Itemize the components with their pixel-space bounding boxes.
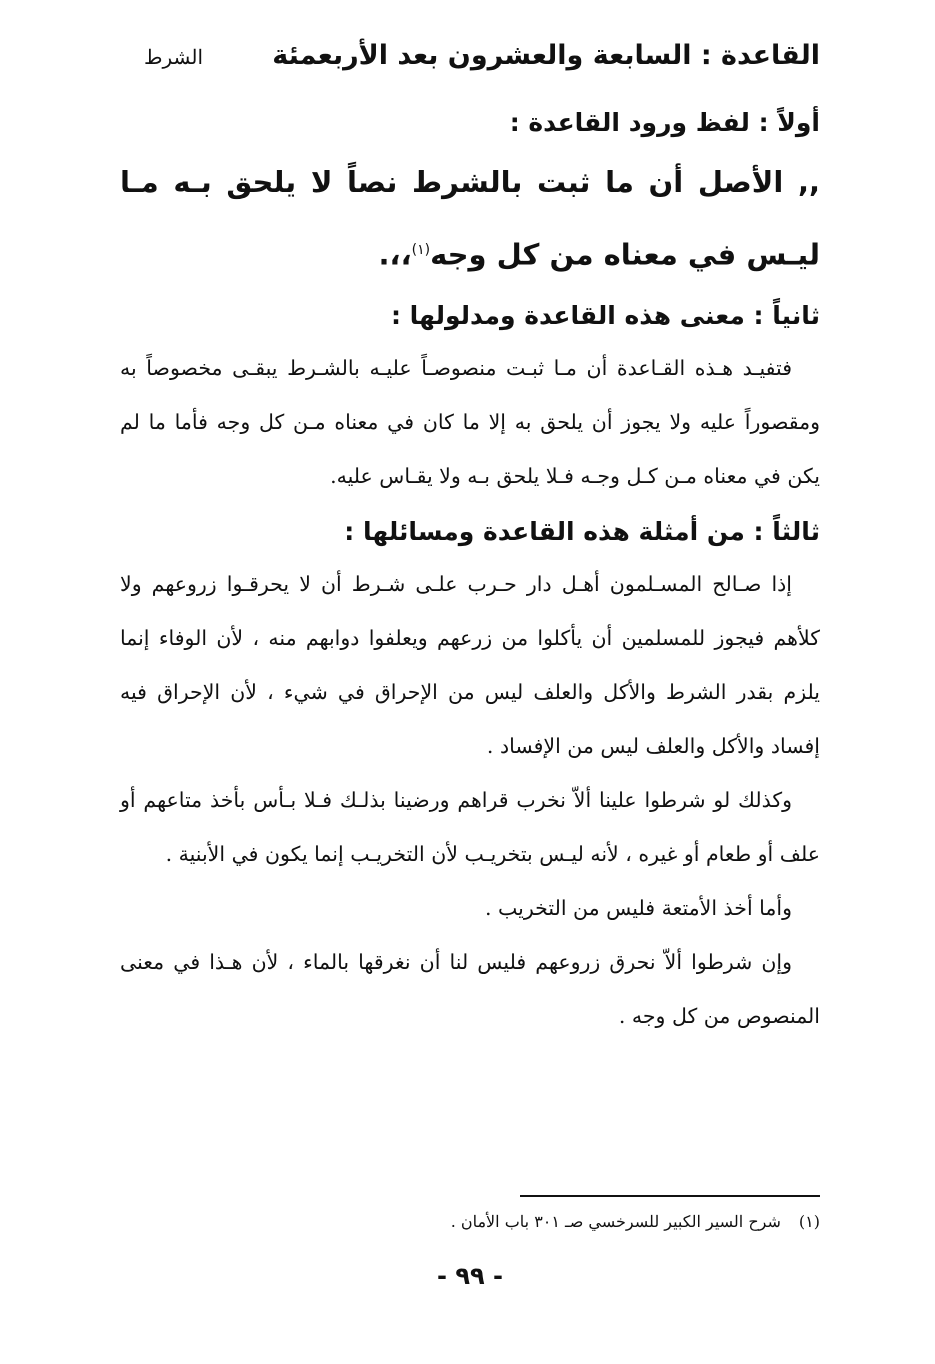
footnote bbox=[451, 1212, 820, 1231]
document-page bbox=[120, 40, 820, 1340]
footnote-divider bbox=[520, 1195, 820, 1197]
section-heading-examples: ثالثاً : من أمثلة هذه القاعدة ومسائلها : bbox=[344, 516, 820, 546]
example-paragraph-3: وأما أخذ الأمتعة فليس من التخريب . bbox=[485, 895, 792, 920]
rule-title: القاعدة : السابعة والعشرون بعد الأربعمئة bbox=[272, 40, 820, 71]
example-paragraph-4: وإن شرطوا ألاّ نحرق زروعهم فليس لنا أن نغرقها بالماء ، لأن هـذا في معنى المنصوص من كل وجه . bbox=[120, 949, 820, 1028]
example-paragraph-1: إذا صـالح المسـلمون أهـل دار حـرب علـى شـرط أن لا يحرقـوا زروعهم ولا كلأهم فيجوز للمسلمين أن يأكلوا من زرعهم ويعلفوا دوابهم منه ، لأن الوفاء إنما يلزم بقدر الشرط والأكل والعلف ليس من الإحراق في شيء ، لأن الإحراق فيه إفساد والأكل والعلف ليس من الإفساد . bbox=[120, 571, 820, 758]
section-heading-wording: أولاً : لفظ ورود القاعدة : bbox=[509, 108, 820, 137]
footnote-text: شرح السير الكبير للسرخسي صـ ٣٠١ باب الأمان . bbox=[450, 1212, 781, 1231]
footnote-number: (١) bbox=[798, 1212, 820, 1231]
rule-maxim-text: ,, الأصل أن ما ثبت بالشرط نصاً لا يلحق بـه مـا ليـس في معناه من كل وجه bbox=[120, 165, 820, 272]
page-header bbox=[120, 40, 820, 98]
rule-maxim bbox=[120, 148, 820, 289]
meaning-paragraph: فتفيـد هـذه القـاعدة أن مـا ثبـت منصوصـاً عليـه بالشـرط يبقـى مخصوصاً به ومقصوراً عليه ولا يجوز أن يلحق به إلا ما كان في معناه مـن كل وجه فأما ما لم يكن في معناه مـن كـل وجـه فـلا يلحق بـه ولا يقـاس عليه. bbox=[120, 355, 820, 488]
page-number: - ٩٩ - bbox=[437, 1262, 503, 1290]
running-header-topic: الشرط bbox=[144, 45, 204, 69]
section-heading-meaning: ثانياً : معنى هذه القاعدة ومدلولها : bbox=[390, 300, 820, 330]
example-paragraph-2: وكذلك لو شرطوا علينا ألاّ نخرب قراهم ورضينا بذلـك فـلا بـأس بأخذ متاعهم أو علف أو طعام أو غيره ، لأنه ليـس بتخريـب لأن التخريـب إنما يكون في الأبنية . bbox=[120, 787, 820, 866]
footnote-reference: (١) bbox=[411, 242, 431, 258]
rule-maxim-close: ،،. bbox=[378, 237, 412, 272]
